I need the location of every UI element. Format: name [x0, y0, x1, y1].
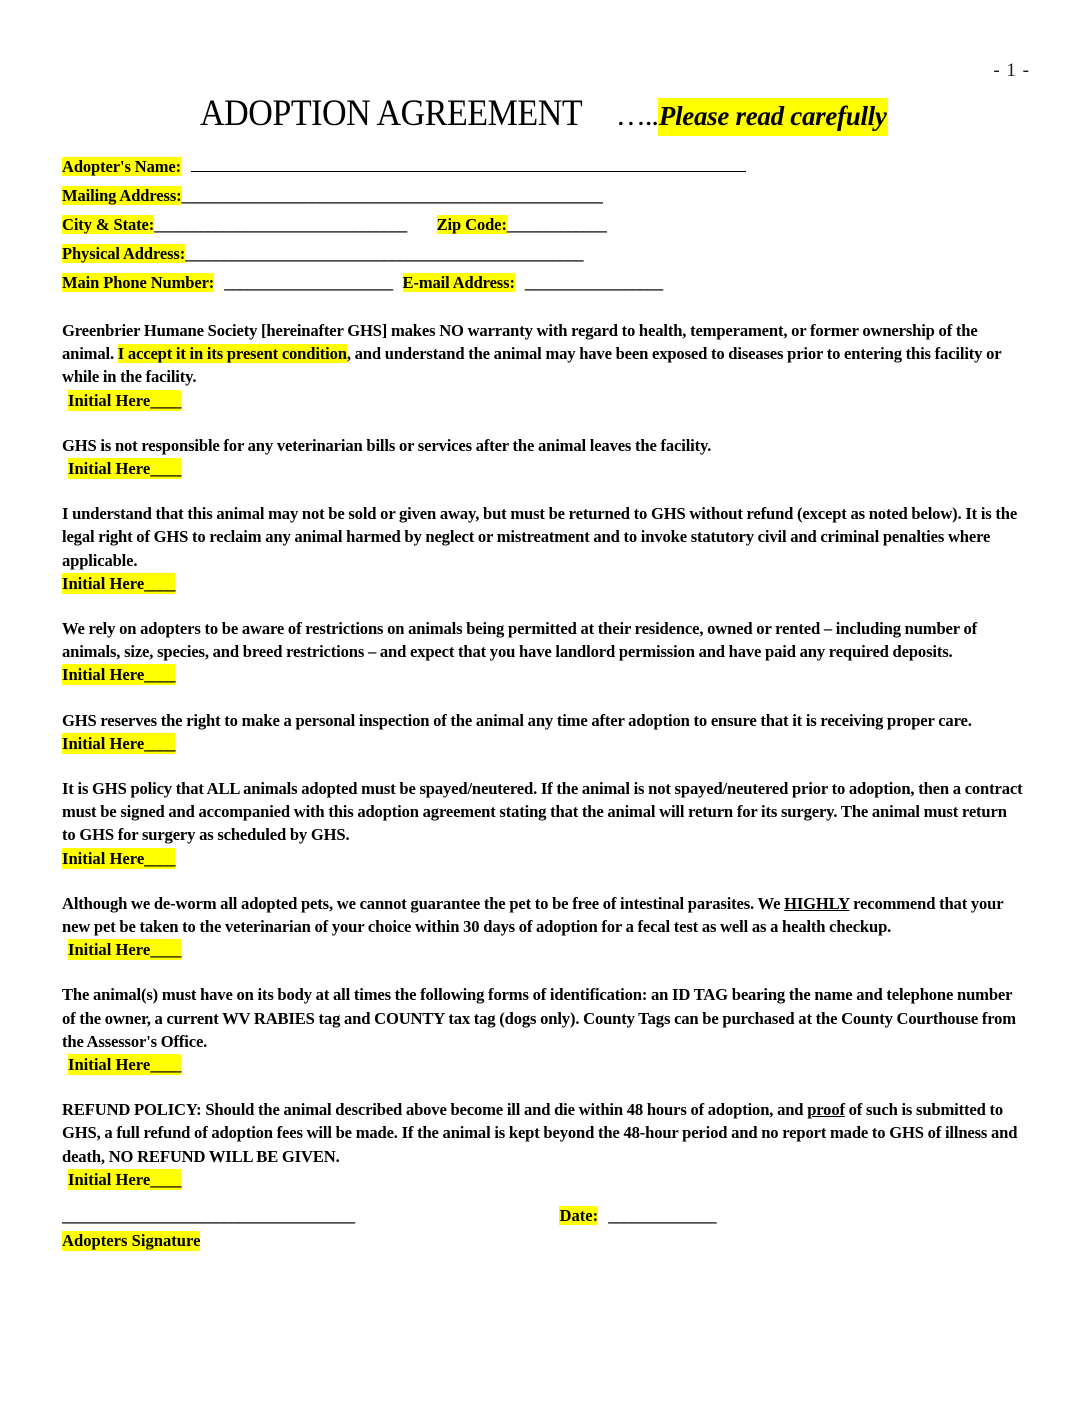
clause-spay-neuter-text: It is GHS policy that ALL animals adopted must be spayed/neutered. If the animal is not spayed/neutered prior to adoption, then a contract must be signed and accompanied with this adoption agreement stating that the animal will return for its surgery. The animal must return to GHS for surgery as scheduled by GHS.: [62, 779, 1023, 845]
document-body: [62, 152, 1024, 1213]
clause-vet-bills-text: GHS is not responsible for any veterinarian bills or services after the animal leaves the facility.: [62, 435, 712, 455]
clause-refund-policy: [62, 1098, 1024, 1191]
physical-address-input-rule[interactable]: ____________________________________________________: [185, 244, 583, 263]
clause-warranty-text-before: Greenbrier Humane Society [hereinafter GHS] makes NO warranty with regard to health, temperament, or former ownership of the animal.: [62, 321, 978, 364]
adopters-signature-label: Adopters Signature: [62, 1231, 201, 1250]
page-number: - 1 -: [993, 60, 1030, 81]
adopters-signature-rule[interactable]: ______________________________________: [62, 1206, 355, 1225]
initial-here-label: Initial Here: [62, 848, 145, 868]
initial-here-rule[interactable]: ____: [150, 459, 181, 479]
clause-spay-neuter: [62, 777, 1024, 870]
clause-residence-restrictions: [62, 617, 1024, 687]
initial-here-label: Initial Here: [68, 1169, 151, 1189]
title-main-text: ADOPTION AGREEMENT: [200, 93, 583, 134]
initial-here-spay-neuter[interactable]: [62, 847, 1024, 870]
date-input-rule[interactable]: ______________: [608, 1206, 716, 1225]
city-state-input-rule[interactable]: _________________________________: [154, 215, 407, 234]
city-state-label: City & State:: [62, 215, 155, 234]
initial-here-deworming[interactable]: [62, 938, 1024, 961]
initial-here-no-resale[interactable]: [62, 572, 1024, 595]
initial-here-identification[interactable]: [62, 1053, 1024, 1076]
initial-here-warranty[interactable]: [62, 389, 1024, 412]
clause-warranty-highlight: I accept it in its present condition: [117, 344, 347, 364]
clause-identification: [62, 983, 1024, 1076]
initial-here-rule[interactable]: ____: [150, 1055, 181, 1075]
signature-line-row[interactable]: [62, 1205, 1024, 1227]
clause-refund-policy-text-part1: REFUND POLICY: Should the animal described above become ill and die within 48 hours of adoption, and: [62, 1100, 808, 1120]
email-input-rule[interactable]: __________________: [524, 273, 663, 292]
mailing-address-label: Mailing Address:: [62, 186, 182, 205]
initial-here-label: Initial Here: [62, 573, 145, 593]
field-phone-email[interactable]: [62, 268, 1024, 297]
initial-here-rule[interactable]: ____: [150, 1169, 181, 1189]
main-phone-label: Main Phone Number:: [62, 273, 215, 292]
physical-address-label: Physical Address:: [62, 244, 186, 263]
zip-code-input-rule[interactable]: _____________: [506, 215, 607, 234]
initial-here-label: Initial Here: [68, 940, 151, 960]
initial-here-rule[interactable]: ____: [144, 733, 175, 753]
title-subtitle-highlight: Please read carefully: [658, 98, 888, 136]
clause-refund-policy-text-part2: of such is submitted to GHS, a full refund of adoption fees will be made. If the animal is kept beyond the 48-hour period and no report made to GHS of illness and death, NO REFUND WILL BE GIVEN.: [62, 1100, 1018, 1166]
initial-here-rule[interactable]: ____: [144, 848, 175, 868]
field-physical-address[interactable]: [62, 239, 1024, 268]
field-city-state-zip[interactable]: [62, 210, 1024, 239]
initial-here-label: Initial Here: [68, 459, 151, 479]
initial-here-label: Initial Here: [62, 665, 145, 685]
initial-here-inspection[interactable]: [62, 732, 1024, 755]
clause-inspection-text: GHS reserves the right to make a personal inspection of the animal any time after adoption to ensure that it is receiving proper care.: [62, 710, 972, 730]
main-phone-input-rule[interactable]: ______________________: [224, 273, 393, 292]
adopters-name-input-rule[interactable]: [191, 157, 746, 172]
clause-deworming-text: [62, 892, 1024, 938]
initial-here-rule[interactable]: ____: [144, 573, 175, 593]
document-title: [0, 92, 1088, 135]
clause-no-resale-text: I understand that this animal may not be sold or given away, but must be returned to GHS without refund (except as noted below). It is the legal right of GHS to reclaim any animal harmed by neglect or mistreatment and to invoke statutory civil and criminal penalties where applicable.: [62, 504, 1018, 570]
clause-refund-policy-underlined: proof: [807, 1100, 845, 1120]
initial-here-label: Initial Here: [68, 1055, 151, 1075]
clause-vet-bills: [62, 434, 1024, 480]
date-label: Date:: [559, 1206, 599, 1225]
title-ellipsis: …..: [615, 99, 658, 132]
clause-warranty-text-after: , and understand the animal may have been exposed to diseases prior to entering this facility or while in the facility.: [62, 344, 1002, 387]
adopters-name-label: Adopter's Name:: [62, 157, 182, 176]
clause-deworming-text-part1: Although we de-worm all adopted pets, we cannot guarantee the pet to be free of intestinal parasites. We: [62, 893, 785, 913]
initial-here-rule[interactable]: ____: [150, 390, 181, 410]
initial-here-vet-bills[interactable]: [62, 457, 1024, 480]
field-adopters-name[interactable]: [62, 152, 1024, 181]
clause-warranty-text: [62, 319, 1024, 389]
initial-here-label: Initial Here: [62, 733, 145, 753]
mailing-address-input-rule[interactable]: _______________________________________________________: [181, 186, 603, 205]
clause-deworming: [62, 892, 1024, 962]
signature-label-row: [62, 1227, 1024, 1251]
clause-deworming-text-part2: recommend that your new pet be taken to the veterinarian of your choice within 30 days of adoption for a fecal test as well as a health checkup.: [62, 893, 1004, 937]
clause-residence-restrictions-text: We rely on adopters to be aware of restrictions on animals being permitted at their residence, owned or rented – including number of animals, size, species, and breed restrictions – and expect that you have landlord permission and have paid any required deposits.: [62, 619, 977, 662]
signature-area: [62, 1205, 1024, 1251]
clause-inspection: [62, 709, 1024, 755]
email-label: E-mail Address:: [402, 273, 515, 292]
zip-code-label: Zip Code:: [436, 215, 507, 234]
field-mailing-address[interactable]: [62, 181, 1024, 210]
initial-here-label: Initial Here: [68, 390, 151, 410]
initial-here-rule[interactable]: ____: [144, 665, 175, 685]
clause-warranty: [62, 319, 1024, 412]
initial-here-residence-restrictions[interactable]: [62, 663, 1024, 686]
initial-here-rule[interactable]: ____: [150, 940, 181, 960]
clause-deworming-underlined: HIGHLY: [784, 893, 850, 913]
clause-refund-policy-text: [62, 1098, 1024, 1168]
initial-here-refund-policy[interactable]: [62, 1168, 1024, 1191]
clause-no-resale: [62, 502, 1024, 595]
clause-identification-text: The animal(s) must have on its body at all times the following forms of identification: an ID TAG bearing the name and telephone number of the owner, a current WV RABIES tag and COUNTY tax tag (dogs only). County Tags can be purchased at the County Courthouse from the Assessor's Office.: [62, 985, 1016, 1051]
